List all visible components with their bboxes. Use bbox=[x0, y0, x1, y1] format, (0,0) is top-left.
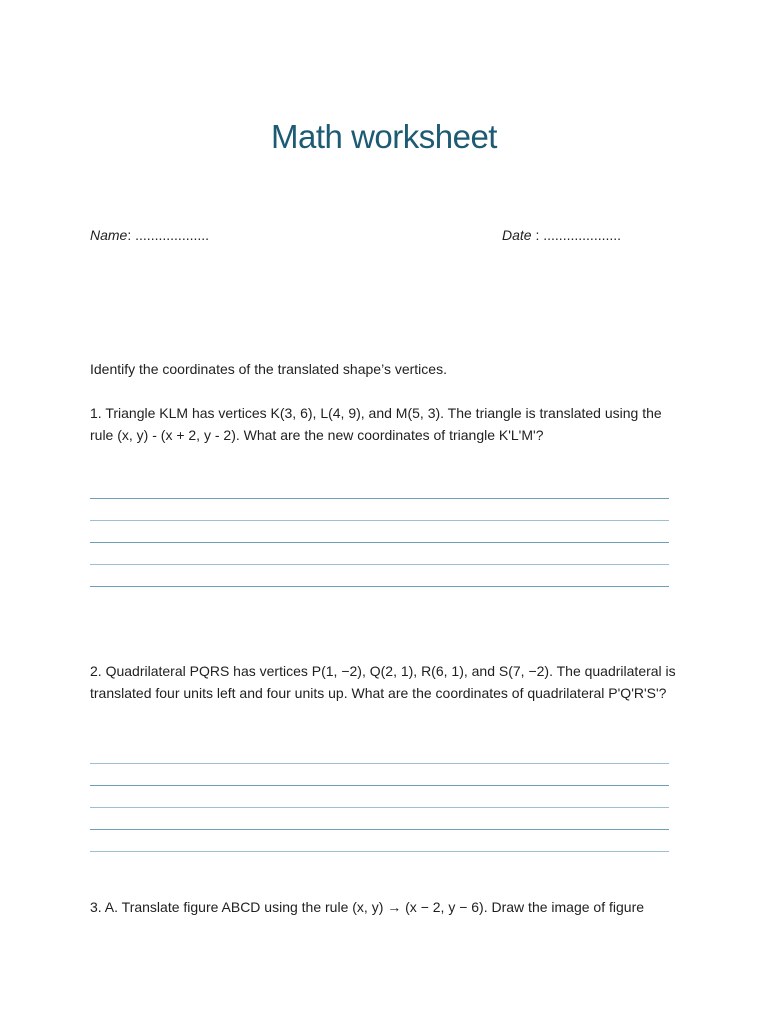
name-separator: : bbox=[127, 227, 136, 243]
answer-lines-1 bbox=[90, 498, 669, 608]
answer-line bbox=[90, 807, 669, 808]
question-1: 1. Triangle KLM has vertices K(3, 6), L(4, 9), and M(5, 3). The triangle is translated using the rule (x, y) - (x + 2, y - 2). What are the new coordinates of triangle K'L'M'? bbox=[90, 405, 662, 443]
name-blank: ................... bbox=[135, 227, 210, 243]
page-title: Math worksheet bbox=[271, 118, 497, 155]
answer-line bbox=[90, 586, 669, 587]
answer-lines-2 bbox=[90, 763, 669, 873]
answer-line bbox=[90, 520, 669, 521]
answer-line bbox=[90, 829, 669, 830]
answer-line bbox=[90, 564, 669, 565]
instruction-text: Identify the coordinates of the translated shape’s vertices. bbox=[90, 361, 447, 377]
answer-line bbox=[90, 542, 669, 543]
name-field bbox=[90, 227, 209, 243]
answer-line bbox=[90, 763, 669, 764]
answer-line bbox=[90, 851, 669, 852]
question-2: 2. Quadrilateral PQRS has vertices P(1, −2), Q(2, 1), R(6, 1), and S(7, −2). The quadrilateral is translated four units left and four units up. What are the coordinates of quadrilateral P'Q'R'S'? bbox=[90, 663, 676, 701]
date-blank: .................... bbox=[543, 227, 622, 243]
answer-line bbox=[90, 785, 669, 786]
answer-line bbox=[90, 498, 669, 499]
date-separator: : bbox=[531, 227, 544, 243]
date-label: Date bbox=[502, 227, 532, 243]
name-label: Name bbox=[90, 227, 128, 243]
date-field bbox=[502, 227, 621, 243]
question-3: 3. A. Translate figure ABCD using the rule (x, y) → (x − 2, y − 6). Draw the image of figure bbox=[90, 899, 645, 915]
